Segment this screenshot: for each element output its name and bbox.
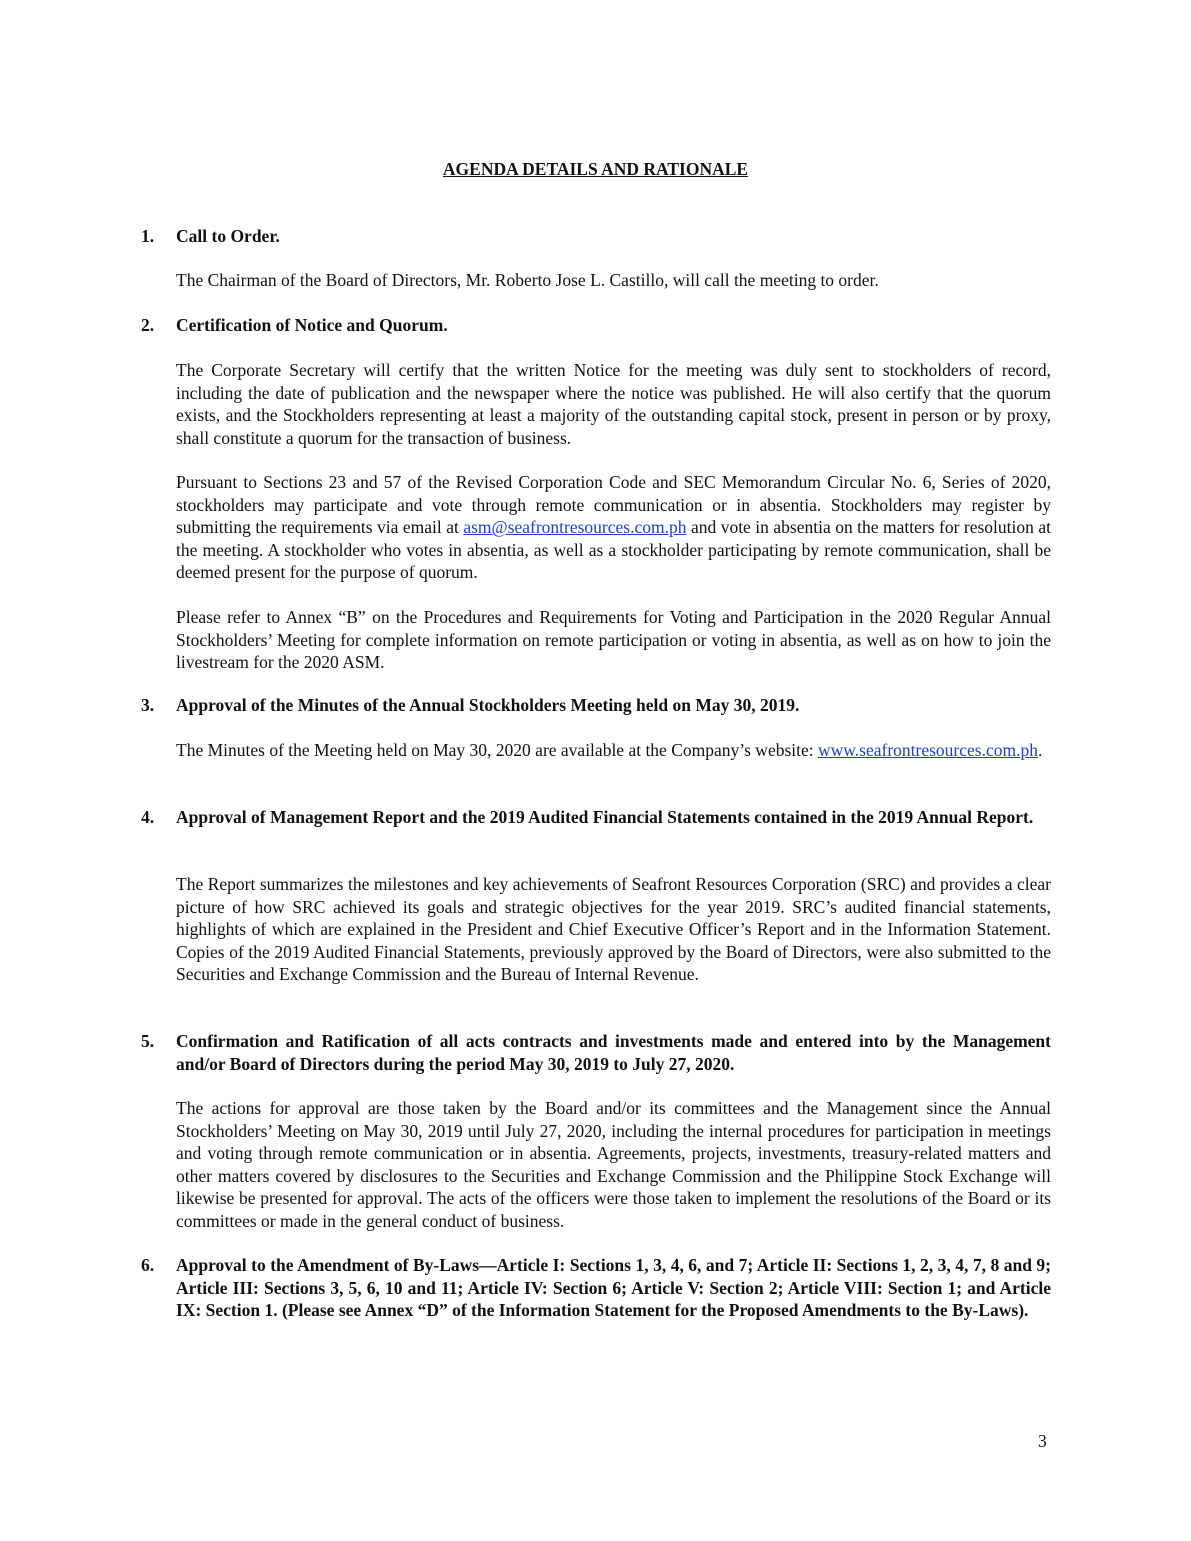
agenda-item-number: 2. [141,315,155,335]
agenda-item-2 [141,314,1051,337]
website-link[interactable]: www.seafrontresources.com.ph [818,740,1038,760]
agenda-item-heading: Approval of Management Report and the 2019 Audited Financial Statements contained in the 2019 Annual Report. [176,807,1034,827]
agenda-item-5 [141,1030,1051,1075]
agenda-item-heading: Approval of the Minutes of the Annual Stockholders Meeting held on May 30, 2019. [176,695,800,715]
agenda-item-1 [141,225,1051,248]
agenda-item-heading: Confirmation and Ratification of all acts contracts and investments made and entered into by the Management and/or Board of Directors during the period May 30, 2019 to July 27, 2020. [176,1031,1051,1074]
agenda-item-number: 3. [141,695,155,715]
agenda-item-number: 4. [141,807,155,827]
agenda-item-number: 6. [141,1255,155,1275]
agenda-item-heading: Certification of Notice and Quorum. [176,315,448,335]
agenda-item-number: 1. [141,226,155,246]
agenda-item-heading: Approval to the Amendment of By-Laws—Article I: Sections 1, 3, 4, 6, and 7; Article II: Sections 1, 2, 3, 4, 7, 8 and 9; Article III: Sections 3, 5, 6, 10 and 11; Article IV: Section 6; Article V: Section 2; Article VIII: Section 1; and Article IX: Section 1. (Please see Annex “D” of the Information Statement for the Proposed Amendments to the By-Laws). [176,1255,1051,1320]
agenda-item-3-paragraph: The Minutes of the Meeting held on May 30, 2020 are available at the Company’s website: www.seafrontresources.com.ph. [176,740,1043,760]
agenda-item-2-paragraph-3: Please refer to Annex “B” on the Procedures and Requirements for Voting and Participation in the 2020 Regular Annual Stockholders’ Meeting for complete information on remote participation or voting in absentia, as well as on how to join the livestream for the 2020 ASM. [176,607,1051,672]
agenda-item-3 [141,694,1051,717]
page-title: AGENDA DETAILS AND RATIONALE [442,159,749,179]
agenda-item-6 [141,1254,1051,1322]
agenda-item-2-paragraph-1: The Corporate Secretary will certify that the written Notice for the meeting was duly sent to stockholders of record, including the date of publication and the newspaper where the notice was published. He will also certify that the quorum exists, and the Stockholders representing at least a majority of the outstanding capital stock, present in person or by proxy, shall constitute a quorum for the transaction of business. [176,360,1051,448]
agenda-item-5-paragraph: The actions for approval are those taken by the Board and/or its committees and the Management since the Annual Stockholders’ Meeting on May 30, 2019 until July 27, 2020, including the internal procedures for participation in meetings and voting through remote communication or in absentia. Agreements, projects, investments, treasury-related matters and other matters covered by disclosures to the Securities and Exchange Commission and the Philippine Stock Exchange will likewise be presented for approval. The acts of the officers were those taken to implement the resolutions of the Board or its committees or made in the general conduct of business. [176,1098,1051,1231]
agenda-item-number: 5. [141,1031,155,1051]
agenda-item-2-paragraph-2: Pursuant to Sections 23 and 57 of the Revised Corporation Code and SEC Memorandum Circular No. 6, Series of 2020, stockholders may participate and vote through remote communication or in absentia. Stockholders may register by submitting the requirements via email at asm@seafrontresources.com.ph and vote in absentia on the matters for resolution at the meeting. A stockholder who votes in absentia, as well as a stockholder participating by remote communication, shall be deemed present for the purpose of quorum. [176,472,1051,582]
agenda-item-4 [141,806,1051,829]
email-link[interactable]: asm@seafrontresources.com.ph [463,517,687,537]
agenda-item-heading: Call to Order. [176,226,280,246]
agenda-item-1-paragraph: The Chairman of the Board of Directors, Mr. Roberto Jose L. Castillo, will call the meeting to order. [176,270,879,290]
page-number: 3 [1038,1431,1047,1451]
agenda-item-4-paragraph: The Report summarizes the milestones and key achievements of Seafront Resources Corporation (SRC) and provides a clear picture of how SRC achieved its goals and strategic objectives for the year 2019. SRC’s audited financial statements, highlights of which are explained in the President and Chief Executive Officer’s Report and in the Information Statement. Copies of the 2019 Audited Financial Statements, previously approved by the Board of Directors, were also submitted to the Securities and Exchange Commission and the Bureau of Internal Revenue. [176,874,1051,984]
